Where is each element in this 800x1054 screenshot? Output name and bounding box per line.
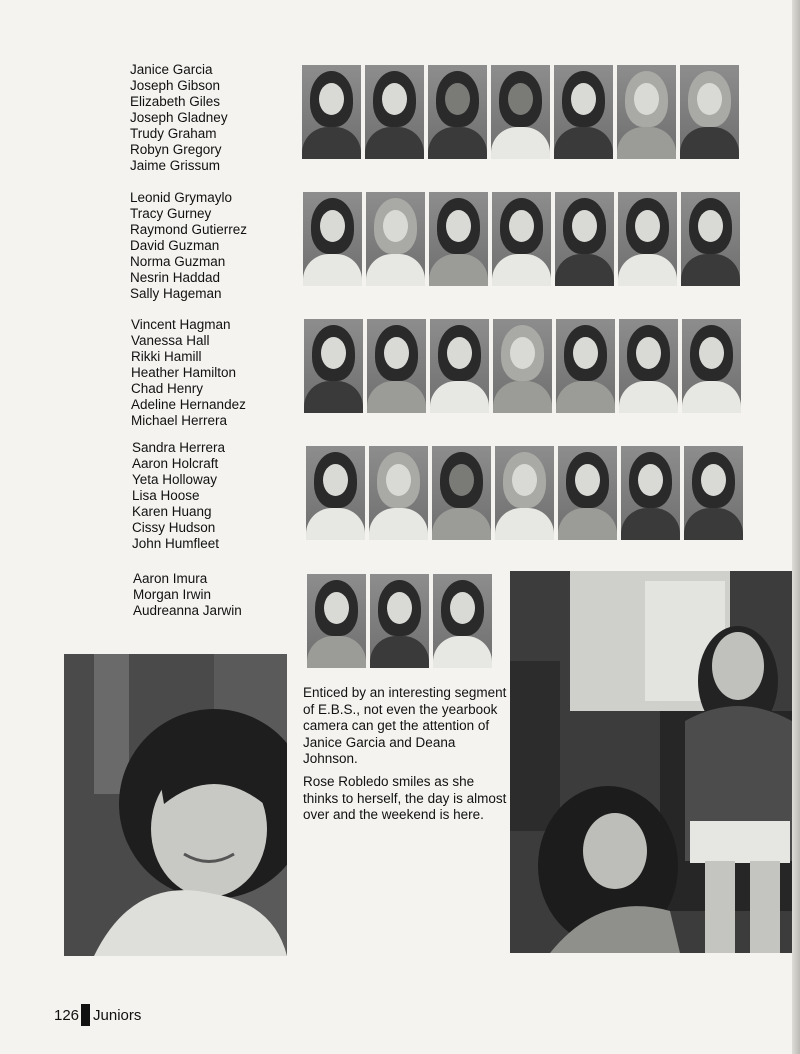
student-portrait — [495, 446, 554, 540]
student-name: Vanessa Hall — [131, 333, 210, 348]
student-name: Norma Guzman — [130, 254, 226, 269]
candid-photo-smiling-student — [64, 654, 287, 956]
photo-caption: Enticed by an interesting segment of E.B.S., not even the yearbook camera can get the attention of Janice Garcia and Deana Johnson. — [303, 685, 507, 766]
student-portrait — [681, 192, 740, 286]
student-portrait — [556, 319, 615, 413]
student-name: Audreanna Jarwin — [133, 603, 242, 618]
student-portrait — [428, 65, 487, 159]
portrait-row-4 — [306, 446, 743, 540]
student-name: Cissy Hudson — [132, 520, 216, 535]
student-name: Vincent Hagman — [131, 317, 231, 332]
student-name: Janice Garcia — [130, 62, 213, 77]
student-name: Adeline Hernandez — [131, 397, 246, 412]
student-name: Raymond Gutierrez — [130, 222, 248, 237]
candid-photo-classroom — [510, 571, 792, 953]
student-name: Tracy Gurney — [130, 206, 212, 221]
student-name: Elizabeth Giles — [130, 94, 221, 109]
student-portrait — [365, 65, 424, 159]
name-list-group-2 — [130, 190, 247, 302]
student-name: Aaron Imura — [133, 571, 208, 586]
student-portrait — [367, 319, 426, 413]
student-name: Nesrin Haddad — [130, 270, 221, 285]
folio-bar — [81, 1004, 90, 1026]
portrait-row-1 — [302, 65, 739, 159]
name-list-group-4 — [132, 440, 225, 552]
portrait-row-2 — [303, 192, 740, 286]
student-name: Lisa Hoose — [132, 488, 200, 503]
name-list-group-3 — [131, 317, 246, 429]
page-folio — [54, 1004, 141, 1026]
page-number: 126 — [54, 1006, 80, 1024]
student-portrait — [682, 319, 741, 413]
student-name: Michael Herrera — [131, 413, 228, 428]
student-name: David Guzman — [130, 238, 220, 253]
student-name: Sally Hageman — [130, 286, 222, 301]
student-portrait — [303, 192, 362, 286]
student-portrait — [430, 319, 489, 413]
student-portrait — [302, 65, 361, 159]
student-portrait — [369, 446, 428, 540]
student-portrait — [432, 446, 491, 540]
student-name: Rikki Hamill — [131, 349, 202, 364]
name-list-group-1 — [130, 62, 228, 174]
student-portrait — [618, 192, 677, 286]
student-portrait — [304, 319, 363, 413]
student-name: Aaron Holcraft — [132, 456, 219, 471]
portrait-row-3 — [304, 319, 741, 413]
student-portrait — [307, 574, 366, 668]
student-name: Sandra Herrera — [132, 440, 226, 455]
student-portrait — [491, 65, 550, 159]
student-portrait — [429, 192, 488, 286]
student-portrait — [492, 192, 551, 286]
student-name: Yeta Holloway — [132, 472, 218, 487]
student-name: Robyn Gregory — [130, 142, 222, 157]
student-portrait — [493, 319, 552, 413]
photo-caption: Rose Robledo smiles as she thinks to herself, the day is almost over and the weekend is here. — [303, 774, 507, 822]
student-name: Joseph Gladney — [130, 110, 228, 125]
student-portrait — [306, 446, 365, 540]
portrait-row-5 — [307, 574, 492, 668]
student-portrait — [433, 574, 492, 668]
student-portrait — [558, 446, 617, 540]
student-portrait — [684, 446, 743, 540]
candid-photo-image — [510, 571, 792, 953]
student-portrait — [555, 192, 614, 286]
student-portrait — [621, 446, 680, 540]
student-name: Trudy Graham — [130, 126, 217, 141]
name-list-group-5 — [133, 571, 242, 619]
student-name: Leonid Grymaylo — [130, 190, 233, 205]
student-name: Morgan Irwin — [133, 587, 212, 602]
student-portrait — [617, 65, 676, 159]
student-name: John Humfleet — [132, 536, 220, 551]
student-portrait — [366, 192, 425, 286]
student-portrait — [619, 319, 678, 413]
student-name: Karen Huang — [132, 504, 212, 519]
student-name: Heather Hamilton — [131, 365, 237, 380]
page-edge — [792, 0, 800, 1054]
student-name: Chad Henry — [131, 381, 204, 396]
student-name: Joseph Gibson — [130, 78, 221, 93]
student-portrait — [370, 574, 429, 668]
section-title: Juniors — [93, 1006, 142, 1024]
candid-photo-image — [64, 654, 287, 956]
student-portrait — [554, 65, 613, 159]
student-portrait — [680, 65, 739, 159]
student-name: Jaime Grissum — [130, 158, 221, 173]
